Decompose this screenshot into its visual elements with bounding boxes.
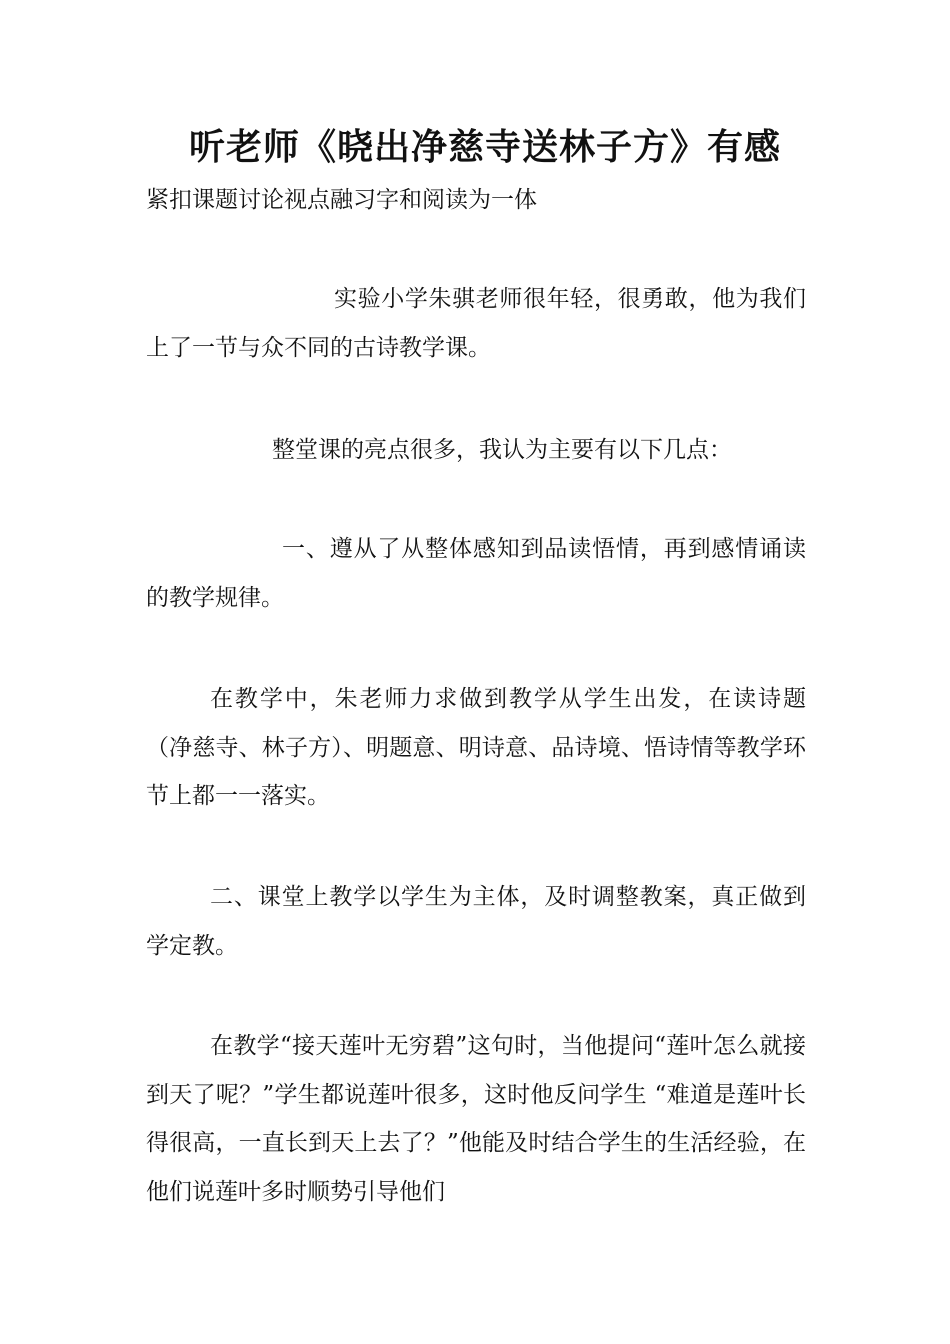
paragraph: 在教学中，朱老师力求做到教学从学生出发，在读诗题（净慈寺、林子方）、明题意、明诗意、品诗境、悟诗情等教学环节上都一一落实。 [146, 686, 806, 809]
paragraph: 二、课堂上教学以学生为主体，及时调整教案，真正做到学定教。 [146, 884, 806, 959]
paragraph: 实验小学朱骐老师很年轻，很勇敢，他为我们上了一节与众不同的古诗教学课。 [146, 286, 806, 361]
document-subtitle: 紧扣课题讨论视点融习字和阅读为一体 [146, 187, 537, 213]
paragraph: 一、遵从了从整体感知到品读悟情，再到感情诵读的教学规律。 [146, 536, 806, 611]
paragraph: 整堂课的亮点很多，我认为主要有以下几点： [272, 437, 732, 463]
document-title: 听老师《晓出净慈寺送林子方》有感 [188, 127, 781, 168]
paragraph: 在教学“接天莲叶无穷碧”这句时，当他提问“莲叶怎么就接到天了呢？”学生都说莲叶很多，这时他反问学生 “难道是莲叶长得很高，一直长到天上去了？”他能及时结合学生的生活经验，在他们说莲叶多时顺势引导他们 [146, 1033, 806, 1205]
